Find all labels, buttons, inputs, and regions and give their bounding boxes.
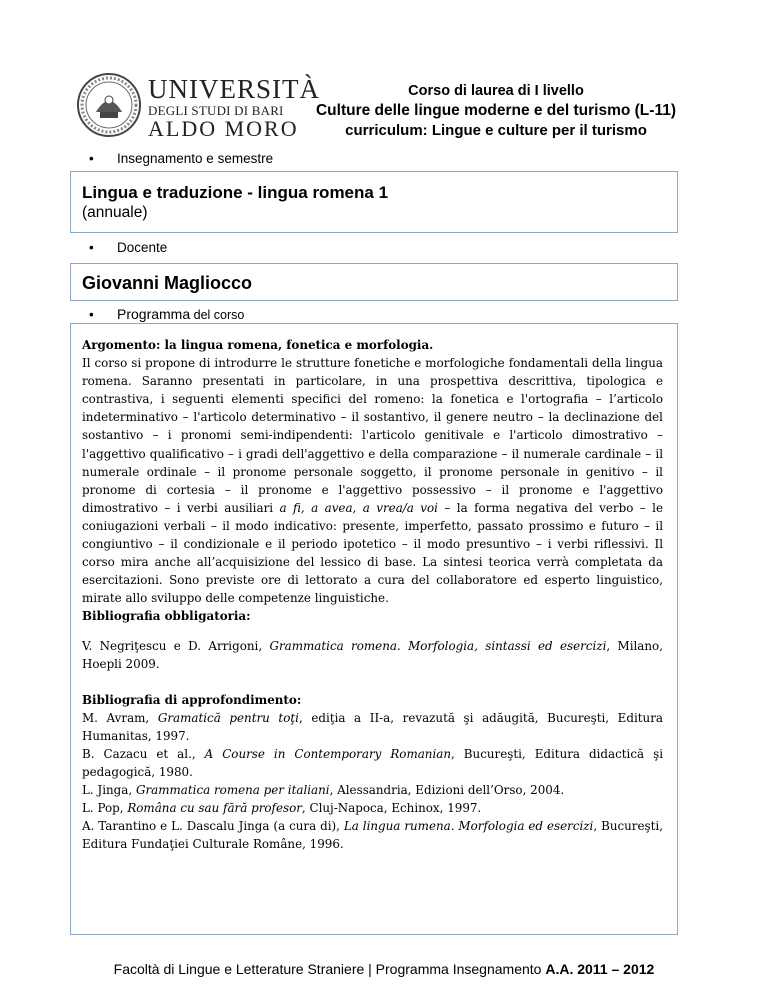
bibliography-entry: L. Pop, Româna cu sau fără profesor, Cluj-Napoca, Echinox, 1997. [82, 801, 482, 816]
logo-line-universita: UNIVERSITÀ [148, 74, 320, 104]
bullet-icon: • [89, 151, 94, 166]
bibliography-entry: L. Jinga, Grammatica romena per italiani, Alessandria, Edizioni dell’Orso, 2004. [82, 783, 565, 798]
biblio-obbligatoria-list [82, 637, 663, 673]
biblio-obbligatoria-heading: Bibliografia obbligatoria: [82, 609, 251, 624]
bibliography-entry: M. Avram, Gramatică pentru toţi, ediţia a II-a, revazută şi adăugită, Bucureşti, Editura Humanitas, 1997. [82, 710, 663, 743]
degree-name: Culture delle lingue moderne e del turismo (L-11) [315, 102, 676, 119]
program-box [70, 323, 678, 935]
bibliography-entry: V. Negriţescu e D. Arrigoni, Grammatica romena. Morfologia, sintassi ed esercizi, Milano, Hoepli 2009. [82, 638, 663, 671]
university-logo [76, 72, 320, 142]
degree-level: Corso di laurea di I livello [408, 83, 584, 99]
biblio-approfondimento-list [82, 709, 663, 854]
biblio-approfondimento-heading: Bibliografia di approfondimento: [82, 692, 302, 707]
logo-line-aldo-moro: ALDO MORO [148, 116, 299, 141]
program-topic: Argomento: la lingua romena, fonetica e morfologia. [82, 338, 434, 352]
bullet-icon: • [89, 307, 94, 322]
bibliography-entry: A. Tarantino e L. Dascalu Jinga (a cura di), La lingua rumena. Morfologia ed esercizi, Bucureşti, Editura Fundaţiei Culturale Române, 1996. [82, 819, 663, 852]
course-title-box [70, 171, 678, 233]
docente-name: Giovanni Magliocco [82, 273, 253, 293]
docente-box [70, 263, 678, 301]
course-period: (annuale) [82, 204, 148, 221]
logo-line-bari: DEGLI STUDI DI BARI [148, 103, 284, 118]
program-description: Il corso si propone di introdurre le strutture fonetiche e morfologiche fondamentali della lingua romena. Saranno presentati in particolare, in una prospettiva descrittiva, tipologica e contrastiva, i seguenti elementi specifici del romeno: la fonetica e l'ortografia – l’articolo indeterminativo – l'articolo determinativo – il sostantivo, il genere neutro – la declinazione del sostantivo – i pronomi semi-indipendenti: l'articolo genitivale e l'articolo dimostrativo – l'aggettivo qualificativo – i gradi dell'aggettivo e della comparazione – il numerale cardinale – il numerale ordinale – il pronome personale soggetto, il pronome personale in genitivo – il pronome di cortesia – il pronome e l'aggettivo possessivo – il pronome e l'aggettivo dimostrativo – i verbi ausiliari a fi, a avea, a vrea/a voi – la forma negativa del verbo – le coniugazioni verbali – il modo indicativo: presente, imperfetto, passato prossimo e futuro – il congiuntivo – il condizionale e il periodo ipotetico – il modo presuntivo – i verbi riflessivi. Il corso mira anche all’acquisizione del lessico di base. La sintesi teorica verrà completata da esercitazioni. Sono previste ore di lettorato a cura del collaboratore ed esperto linguistico, mirate allo sviluppo delle competenze linguistiche. [82, 356, 663, 606]
page-footer [0, 961, 768, 977]
footer-text: Facoltà di Lingue e Letterature Straniere | Programma Insegnamento [113, 961, 546, 977]
course-title: Lingua e traduzione - lingua romena 1 [82, 183, 389, 202]
bullet-icon: • [89, 240, 94, 255]
course-header [296, 82, 696, 141]
university-seal-icon [76, 72, 142, 138]
programma-label: • Programma del corso [89, 306, 245, 322]
docente-label: • Docente [89, 240, 168, 255]
curriculum-name: curriculum: Lingue e culture per il turismo [345, 122, 647, 139]
insegnamento-label: • Insegnamento e semestre [89, 151, 274, 166]
footer-academic-year: A.A. 2011 – 2012 [545, 961, 655, 977]
bibliography-entry: B. Cazacu et al., A Course in Contemporary Romanian, Bucureşti, Editura didactică şi pedagogică, 1980. [82, 746, 663, 780]
